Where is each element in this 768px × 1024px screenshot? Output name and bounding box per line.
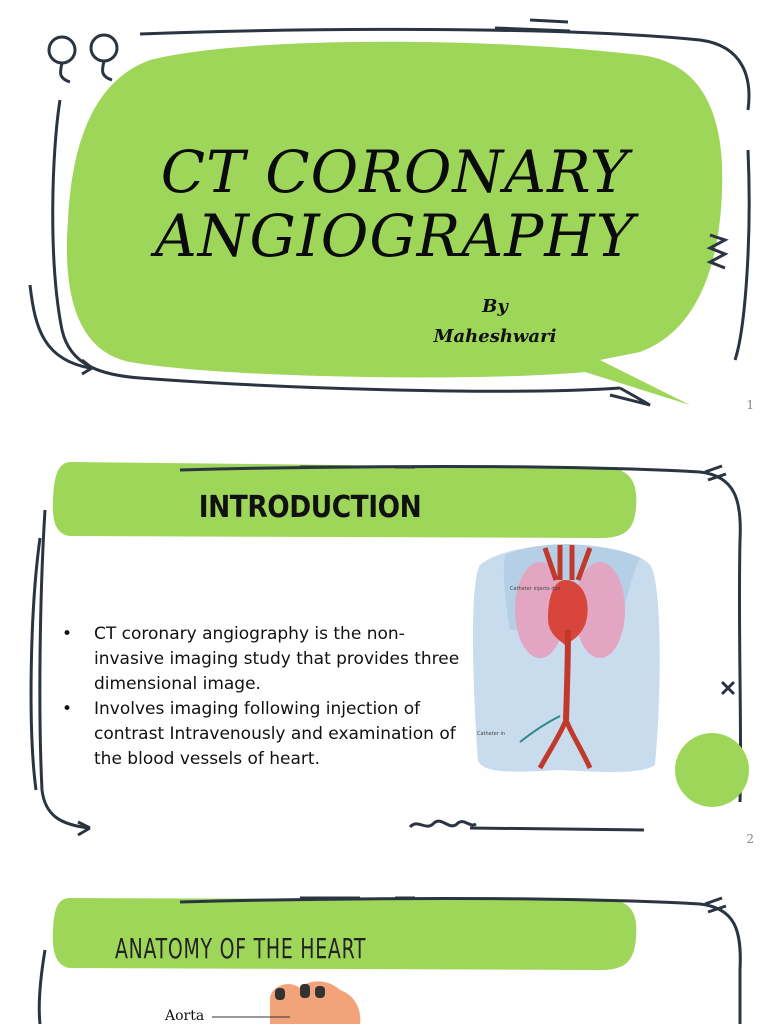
figure-label-catheter: Catheter injects dye (510, 586, 561, 592)
slide-heading: ANATOMY OF THE HEART (115, 932, 367, 965)
figure-label-femoral: Catheter in (477, 731, 506, 737)
slide-anatomy (0, 870, 768, 1024)
bullet-item: • Involves imaging following injection of contrast Intravenously and examination of the blood vessels of heart. (62, 697, 472, 772)
quote-marks-icon (49, 35, 117, 82)
page-number: 1 (746, 398, 754, 412)
bullet-list (62, 622, 472, 772)
heart-illustration-image (212, 981, 360, 1024)
slide-heading: INTRODUCTION (198, 490, 422, 525)
author-name: Maheshwari (433, 326, 557, 347)
angiography-illustration-image (473, 544, 660, 772)
title-line-1: CT CORONARY (160, 138, 630, 206)
bullet-item: • CT coronary angiography is the non-invasive imaging study that provides three dimensional image. (62, 622, 472, 697)
slide-introduction (0, 430, 768, 860)
page-number: 2 (746, 832, 754, 846)
decor-green-circle (675, 733, 749, 807)
slide-title (0, 0, 768, 420)
title-line-2: ANGIOGRAPHY (154, 202, 636, 270)
by-label: By (482, 296, 508, 317)
author-block (430, 292, 560, 352)
presentation-title (70, 140, 720, 268)
label-aorta: Aorta (165, 1008, 205, 1024)
